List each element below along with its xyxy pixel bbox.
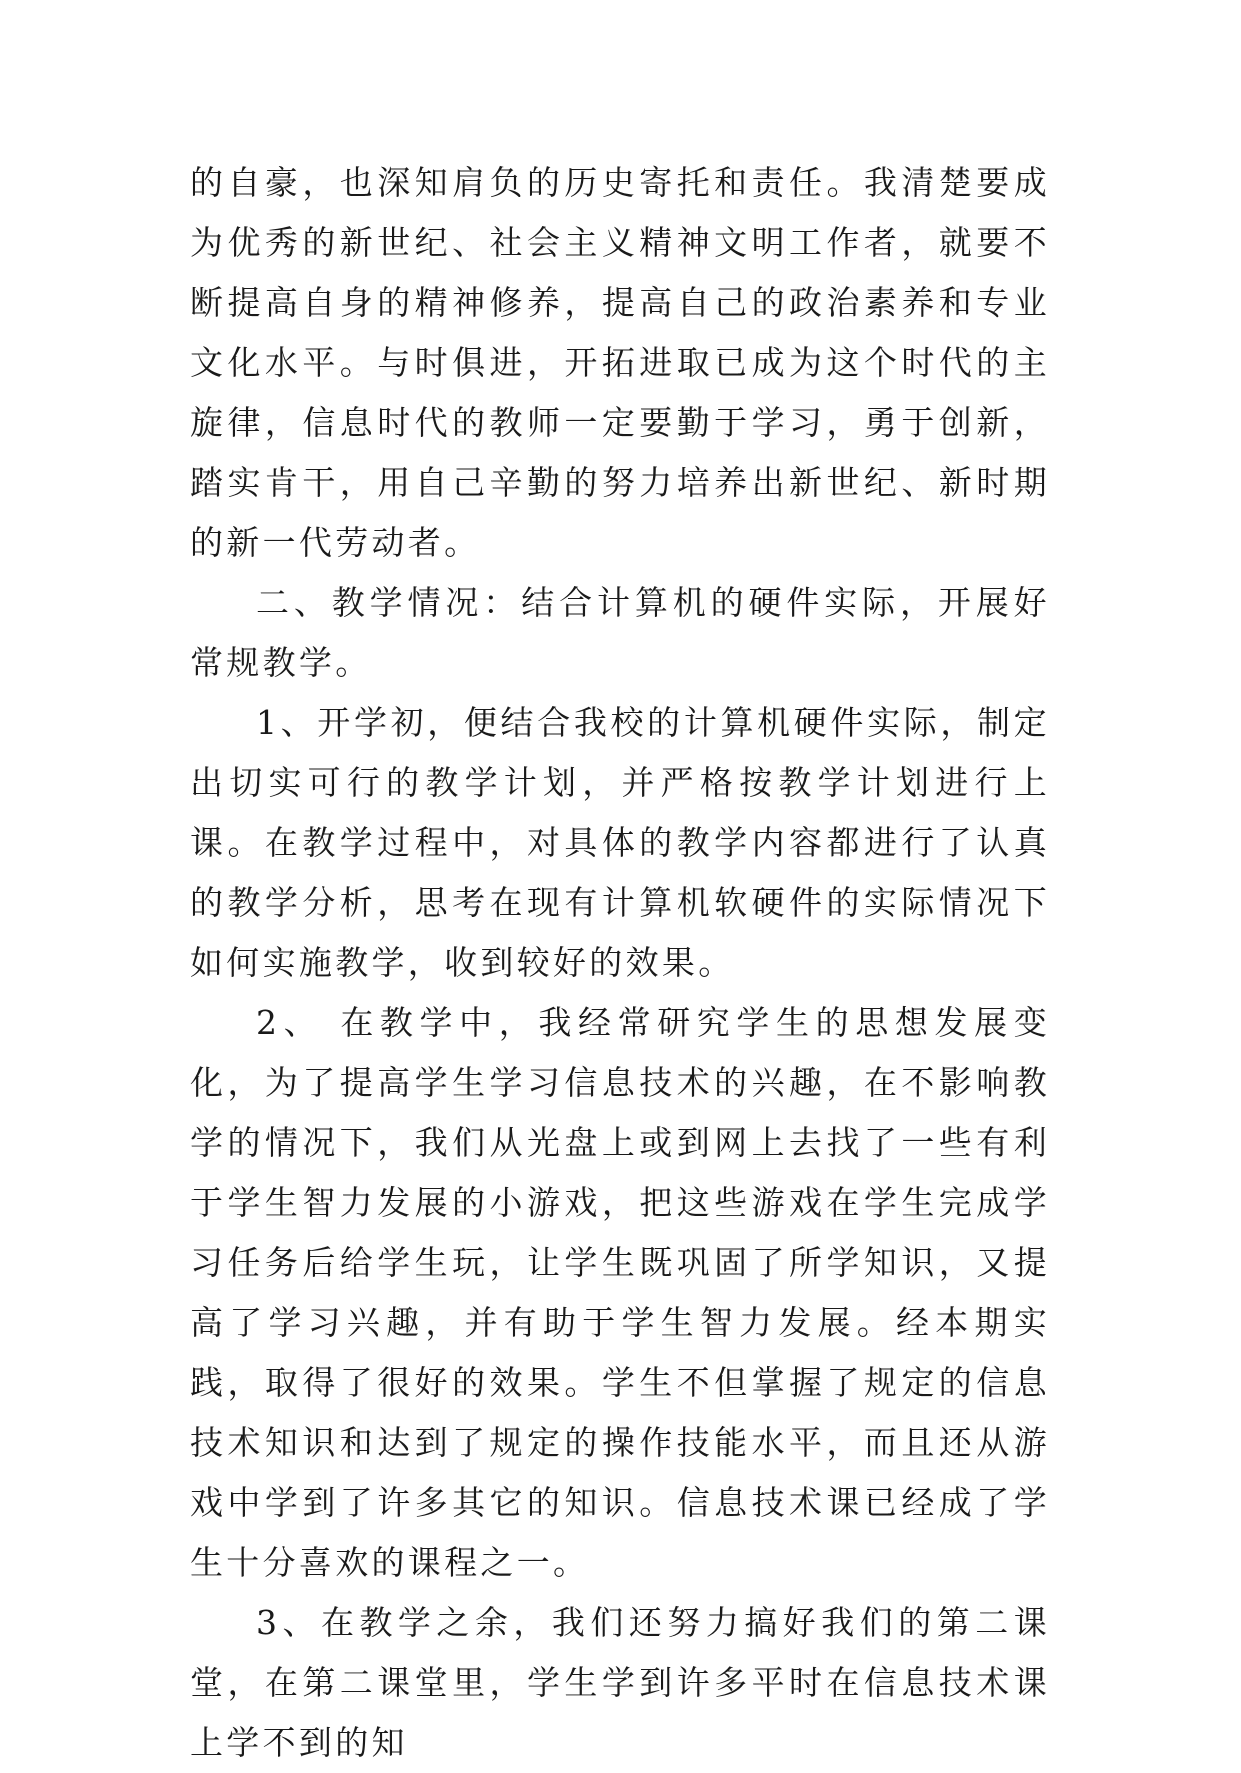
paragraph-continuation: 的自豪，也深知肩负的历史寄托和责任。我清楚要成为优秀的新世纪、社会主义精神文明工作者，就要不断提高自身的精神修养，提高自己的政治素养和专业文化水平。与时俱进，开拓进取已成为这个时代的主旋律，信息时代的教师一定要勤于学习，勇于创新，踏实肯干，用自己辛勤的努力培养出新世纪、新时期的新一代劳动者。 — [190, 163, 1050, 562]
paragraph-section-heading: 二、教学情况：结合计算机的硬件实际，开展好常规教学。 — [190, 583, 1050, 682]
paragraph-item-2: 2、 在教学中，我经常研究学生的思想发展变化，为了提高学生学习信息技术的兴趣，在不影响教学的情况下，我们从光盘上或到网上去找了一些有利于学生智力发展的小游戏，把这些游戏在学生完成学习任务后给学生玩，让学生既巩固了所学知识，又提高了学习兴趣，并有助于学生智力发展。经本期实践，取得了很好的效果。学生不但掌握了规定的信息技术知识和达到了规定的操作技能水平，而且还从游戏中学到了许多其它的知识。信息技术课已经成了学生十分喜欢的课程之一。 — [190, 1003, 1050, 1582]
paragraph-item-1: 1、开学初，便结合我校的计算机硬件实际，制定出切实可行的教学计划，并严格按教学计划进行上课。在教学过程中，对具体的教学内容都进行了认真的教学分析，思考在现有计算机软硬件的实际情况下如何实施教学，收到较好的效果。 — [190, 703, 1050, 982]
document-body — [190, 153, 1050, 1773]
paragraph-item-3: 3、在教学之余，我们还努力搞好我们的第二课堂，在第二课堂里，学生学到许多平时在信息技术课上学不到的知 — [190, 1603, 1050, 1762]
